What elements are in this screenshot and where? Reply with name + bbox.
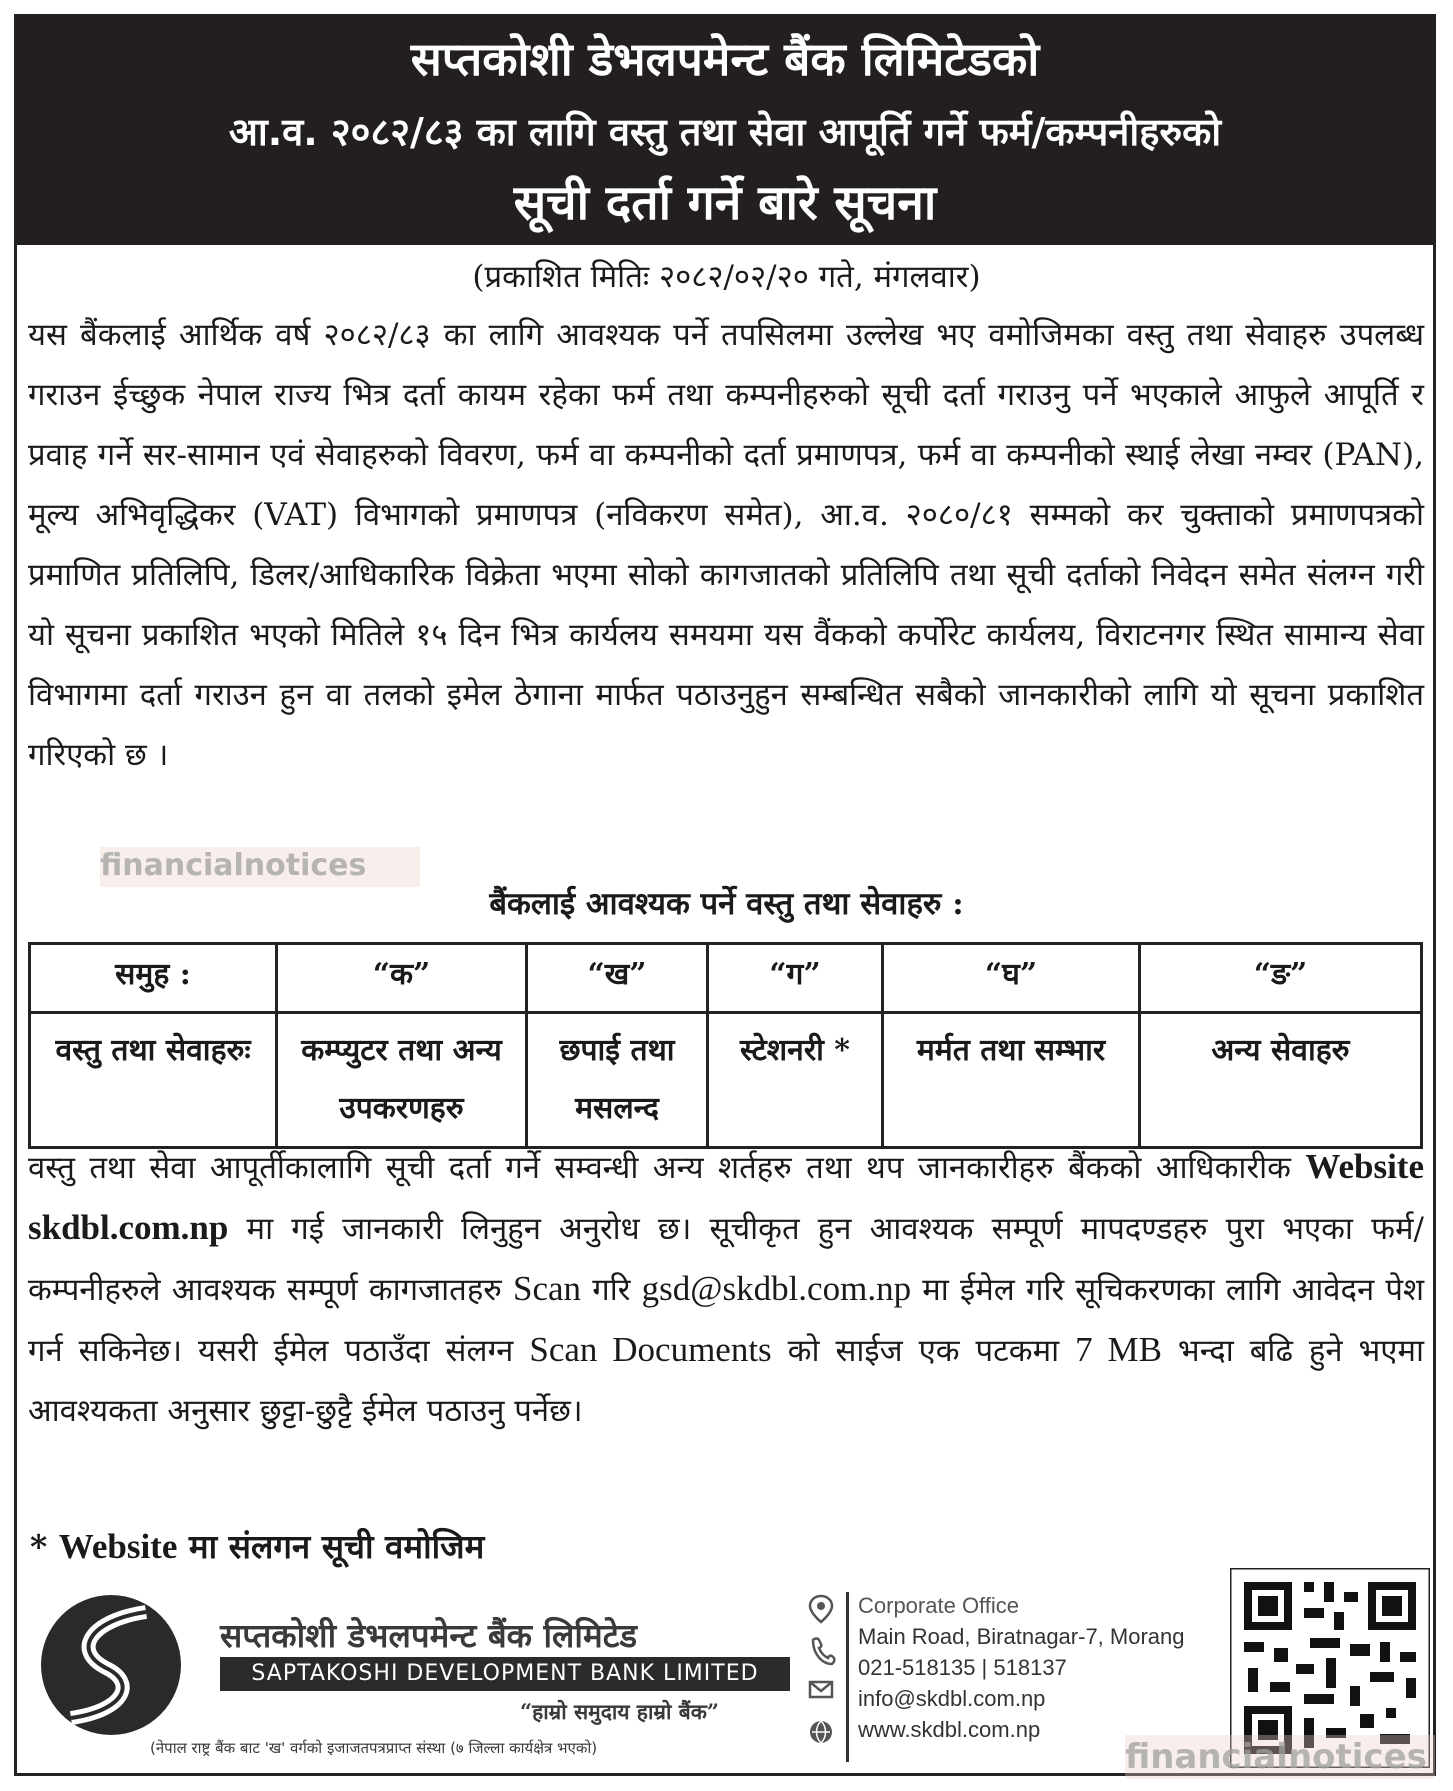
bank-slogan: “हाम्रो समुदाय हाम्रो बैंक”	[520, 1699, 719, 1724]
mail-icon	[810, 1682, 832, 1697]
office-label: Corporate Office	[858, 1593, 1020, 1618]
phone-icon	[813, 1639, 834, 1665]
table-header-cell: “ङ”	[1140, 944, 1422, 1013]
contact-block	[858, 1590, 1185, 1745]
goods-subheading: बैंकलाई आवश्यक पर्ने वस्तु तथा सेवाहरु :	[489, 886, 964, 922]
footnote: * Website मा संलगन सूची वमोजिम	[30, 1527, 485, 1566]
location-icon	[810, 1596, 832, 1622]
table-header-cell: समुह :	[30, 944, 277, 1013]
table-cell: छपाई तथा मसलन्द	[527, 1013, 708, 1148]
body-paragraph: यस बैंकलाई आर्थिक वर्ष २०८२/८३ का लागि आवश्यक पर्ने तपसिलमा उल्लेख भए वमोजिमका वस्तु तथा सेवाहरु उपलब्ध गराउन ईच्छुक नेपाल राज्य भित्र दर्ता कायम रहेका फर्म तथा कम्पनीहरुको सूची दर्ता गराउनु पर्ने भएकाले आफुले आपूर्ति र प्रवाह गर्ने सर-सामान एवं सेवाहरुको विवरण, फर्म वा कम्पनीको दर्ता प्रमाणपत्र, फर्म वा कम्पनीको स्थाई लेखा नम्वर (PAN), मूल्य अभिवृद्धिकर (VAT) विभागको प्रमाणपत्र (नविकरण समेत), आ.व. २०८०/८१ सम्मको कर चुक्ताको प्रमाणपत्रको प्रमाणित प्रतिलिपि, डिलर/आधिकारिक विक्रेता भएमा सोको कागजातको प्रतिलिपि तथा सूची दर्ताको निवेदन समेत संलग्न गरी यो सूचना प्रकाशित भएको मितिले १५ दिन भित्र कार्यलय समयमा यस वैंकको कर्पोरेट कार्यलय, विराटनगर स्थित सामान्य सेवा विभागमा दर्ता गराउन हुन वा तलको इमेल ठेगाना मार्फत पठाउनुहुन सम्बन्धित सबैको जानकारीको लागि यो सूचना प्रकाशित गरिएको छ ।	[28, 317, 1424, 773]
bank-name-english: SAPTAKOSHI DEVELOPMENT BANK LIMITED	[220, 1657, 790, 1691]
table-cell: कम्प्युटर तथा अन्य उपकरणहरु	[277, 1013, 527, 1148]
email-link[interactable]: gsd@skdbl.com.np	[641, 1269, 912, 1308]
table-header-cell: “क”	[277, 944, 527, 1013]
office-address: Main Road, Biratnagar-7, Morang	[858, 1624, 1185, 1649]
phone-number: 021-518135 | 518137	[858, 1655, 1067, 1680]
bank-logo	[36, 1590, 186, 1740]
license-note: (नेपाल राष्ट्र बैंक बाट 'ख' वर्गको इजाजतपत्रप्राप्त संस्था (७ जिल्ला कार्यक्षेत्र भएको)	[150, 1739, 598, 1757]
published-date: (प्रकाशित मितिः २०८२/०२/२० गते, मंगलवार)	[472, 259, 981, 295]
bank-title: सप्तकोशी डेभलपमेन्ट बैंक लिमिटेडको	[410, 32, 1040, 86]
bank-name-nepali: सप्तकोशी डेभलपमेन्ट बैंक लिमिटेड	[220, 1616, 638, 1655]
table-header-cell: “ख”	[527, 944, 708, 1013]
notice-title: सूची दर्ता गर्ने बारे सूचना	[513, 175, 937, 231]
table-row-label: वस्तु तथा सेवाहरुः	[30, 1013, 277, 1148]
goods-table	[28, 942, 1423, 1149]
table-cell: मर्मत तथा सम्भार	[883, 1013, 1140, 1148]
table-header-cell: “घ”	[883, 944, 1140, 1013]
website-link[interactable]: Website skdbl.com.np	[28, 1147, 1424, 1247]
table-cell: अन्य सेवाहरु	[1140, 1013, 1422, 1148]
table-header-row	[30, 944, 1422, 1013]
notice-subtitle: आ.व. २०८२/८३ का लागि वस्तु तथा सेवा आपूर्ति गर्ने फर्म/कम्पनीहरुको	[228, 110, 1222, 154]
table-row	[30, 1013, 1422, 1148]
contact-email[interactable]: info@skdbl.com.np	[858, 1686, 1046, 1711]
contact-icons	[806, 1592, 836, 1762]
instructions-paragraph: वस्तु तथा सेवा आपूर्तीकालागि सूची दर्ता गर्ने सम्वन्धी अन्य शर्तहरु तथा थप जानकारीहरु बैंकको आधिकारीक Website skdbl.com.np मा गई जानकारी लिनुहुन अनुरोध छ। सूचीकृत हुन आवश्यक सम्पूर्ण मापदण्डहरु पुरा भएका फर्म/कम्पनीहरुले आवश्यक सम्पूर्ण कागजातहरु Scan गरि gsd@skdbl.com.np मा ईमेल गरि सूचिकरणका लागि आवेदन पेश गर्न सकिनेछ। यसरी ईमेल पठाउँदा संलग्न Scan Documents को साईज एक पटकमा 7 MB भन्दा बढि हुने भएमा आवश्यकता अनुसार छुट्टा-छुट्टै ईमेल पठाउनु पर्नेछ।	[28, 1147, 1425, 1429]
contact-divider	[846, 1592, 849, 1762]
contact-website[interactable]: www.skdbl.com.np	[858, 1717, 1041, 1742]
table-header-cell: “ग”	[708, 944, 883, 1013]
watermark: financialnotices	[100, 847, 420, 887]
table-cell: स्टेशनरी *	[708, 1013, 883, 1148]
notice-header	[17, 17, 1433, 245]
watermark: financialnotices	[1125, 1735, 1435, 1779]
web-icon	[810, 1721, 832, 1743]
